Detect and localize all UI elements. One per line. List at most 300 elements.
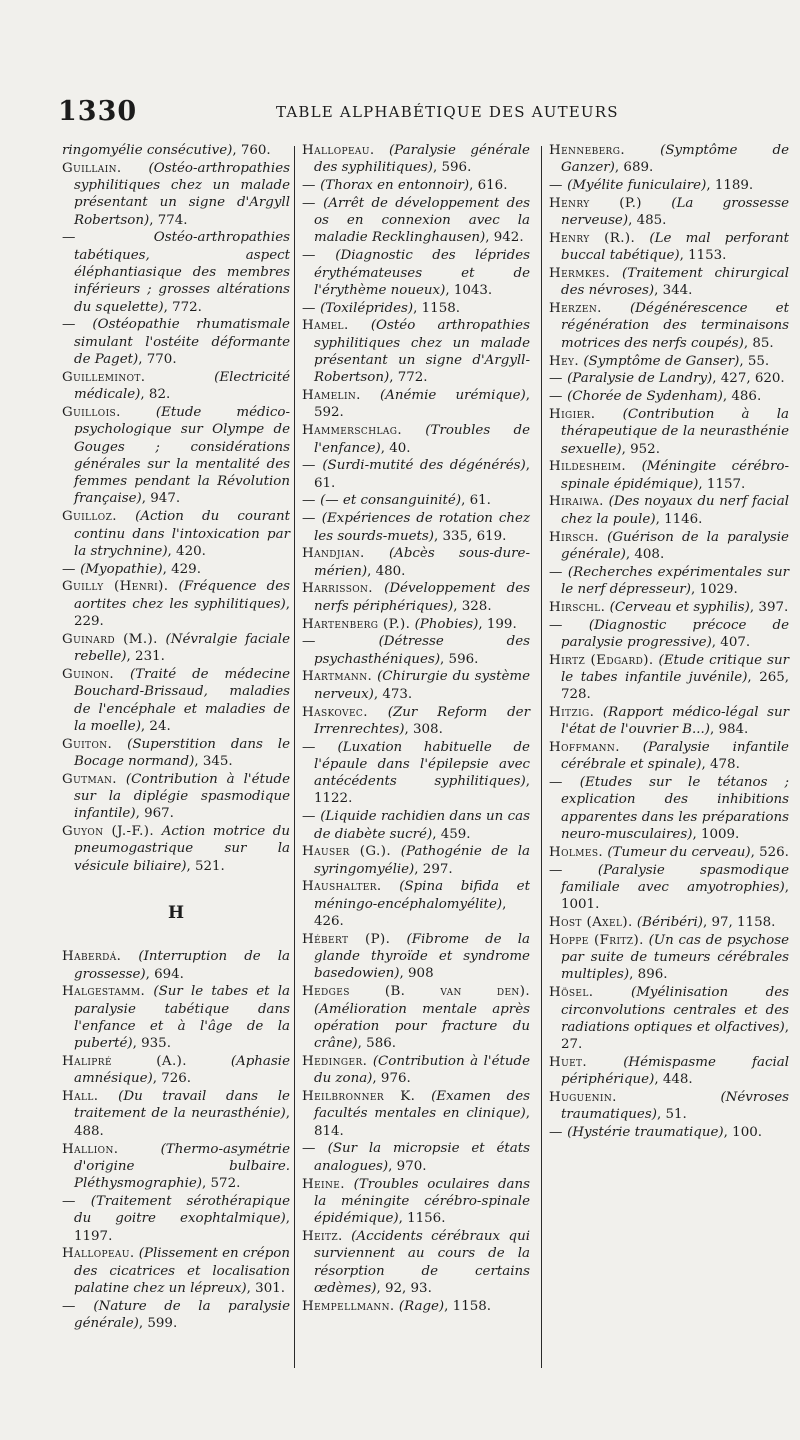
entry-ref: , 1001.: [561, 879, 789, 913]
index-entry: [549, 370, 789, 387]
entry-title: (Nature de la paralysie générale): [74, 1298, 290, 1331]
running-header: [58, 96, 758, 136]
entry-title: (Névroses traumatiques): [561, 1090, 789, 1123]
entry-author: Hiraiwa.: [549, 494, 604, 510]
entry-ref: , 596.: [440, 651, 479, 667]
entry-author: Hallion.: [62, 1141, 119, 1157]
column-2: [302, 142, 530, 1315]
entry-author: —: [302, 634, 316, 650]
entry-author: Haberdá.: [62, 949, 122, 965]
entry-author: —: [549, 775, 563, 791]
entry-title: (Phobies): [414, 616, 479, 632]
page-number: 1330: [58, 96, 138, 127]
entry-author: Gutman.: [62, 771, 117, 787]
entry-title: (Sur la micropsie et états analogues): [314, 1141, 531, 1174]
entry-title: (Développement des nerfs périphériques): [314, 581, 530, 614]
entry-ref: , 27.: [561, 1019, 789, 1053]
entry-author: Heine.: [302, 1176, 345, 1192]
entry-ref: , 100.: [723, 1125, 762, 1141]
entry-ref: , 335, 619.: [434, 528, 507, 544]
entry-ref: , 1146.: [655, 511, 703, 527]
entry-author: —: [302, 739, 316, 755]
entry-ref: , 689.: [614, 160, 654, 176]
entry-ref: , 947.: [141, 491, 181, 507]
entry-ref: , 935.: [132, 1036, 171, 1052]
index-entry: [62, 983, 290, 1052]
index-entry: [549, 265, 789, 300]
entry-title: (Contribution à la thérapeutique de la neurasthénie sexuelle): [561, 406, 789, 457]
entry-ref: , 480.: [367, 563, 406, 579]
entry-ref: , 572.: [202, 1176, 241, 1192]
entry-author: Hirschl.: [549, 599, 606, 615]
entry-title: (Traitement sérothérapique du goitre exophtalmique): [74, 1193, 290, 1227]
entry-author: Hildesheim.: [549, 459, 627, 475]
entry-title: (Thorax en entonnoir): [320, 178, 470, 194]
index-entry: [302, 510, 530, 545]
index-entry: [302, 580, 530, 615]
entry-title: (Guérison de la paralysie générale): [561, 529, 789, 562]
entry-title: (Accidents cérébraux qui surviennent au cours de la résorption de certains œdèmes): [314, 1228, 530, 1296]
entry-author: Host (Axel).: [549, 915, 633, 931]
entry-author: Hoffmann.: [549, 740, 620, 756]
entry-title: (Troubles de l'enfance): [314, 423, 530, 456]
entry-author: —: [302, 300, 316, 316]
entry-author: Hirsch.: [549, 529, 599, 545]
entry-ref: , 97, 1158.: [702, 915, 776, 931]
entry-ref: , 478.: [701, 757, 740, 773]
entry-title: (Fréquence des aortites chez les syphilitiques): [74, 579, 291, 612]
entry-author: —: [62, 230, 76, 246]
entry-ref: , 328.: [453, 598, 492, 614]
entry-ref: , 586.: [357, 1036, 396, 1052]
index-entry: [302, 457, 530, 492]
entry-ref: , 726.: [152, 1071, 192, 1087]
entry-title: (Fibrome de la glande thyroïde et syndrome basedowien): [314, 931, 530, 982]
entry-ref: , 592.: [314, 388, 530, 421]
index-entry: [549, 230, 789, 265]
entry-author: Guinard (M.).: [62, 631, 158, 647]
entry-author: —: [549, 617, 563, 633]
entry-author: —: [302, 178, 316, 194]
index-entry: [549, 1054, 789, 1089]
entry-title: (Traité de médecine Bouchard-Brissaud, maladies de l'encéphale et maladies de la moelle): [74, 666, 290, 734]
entry-author: Hösel.: [549, 985, 594, 1001]
index-entry: [549, 599, 789, 616]
entry-title: (Sur le tabes et la paralysie tabétique dans l'enfance et à l'âge de la puberté): [74, 984, 290, 1052]
index-entry: [549, 458, 789, 493]
entry-ref: , 199.: [478, 616, 517, 632]
entry-ref: , 770.: [138, 352, 177, 368]
entry-author: Halgestamm.: [62, 984, 146, 1000]
entry-ref: , 1158.: [444, 1298, 492, 1314]
entry-title: (Liquide rachidien dans un cas de diabète sucré): [314, 809, 531, 842]
entry-author: Hitzig.: [549, 705, 595, 720]
index-entry: [62, 736, 290, 771]
entry-author: Hoppe (Fritz).: [549, 932, 644, 948]
entry-ref: , 1197.: [74, 1211, 290, 1244]
index-entry: [302, 1140, 530, 1175]
entry-title: (Chorée de Sydenham): [567, 389, 723, 405]
index-entry: [62, 1298, 290, 1333]
entry-author: Holmes.: [549, 844, 604, 860]
index-entry: [302, 142, 530, 177]
entry-ref: , 420.: [167, 543, 206, 559]
entry-author: —: [302, 511, 316, 527]
entry-author: —: [549, 1125, 563, 1141]
entry-title: (Myélite funiculaire): [567, 178, 707, 194]
entry-ref: , 1009.: [692, 827, 740, 843]
entry-ref: , 85.: [743, 335, 774, 351]
index-entry: [62, 666, 290, 735]
index-entry: [549, 353, 789, 370]
entry-title: (Myopathie): [80, 561, 163, 577]
entry-ref: , 814.: [314, 1106, 530, 1139]
index-entry: [302, 808, 530, 843]
index-entry: [302, 422, 530, 457]
entry-title: (Symptôme de Ganzer): [561, 143, 789, 176]
entry-author: Hallopeau.: [62, 1246, 135, 1262]
entry-ref: , 1029.: [690, 581, 738, 597]
entry-title: (Troubles oculaires dans la méningite cérébro-spinale épidémique): [314, 1176, 531, 1227]
entry-ref: , 616.: [469, 178, 508, 194]
index-entry: [549, 914, 789, 931]
index-entry: [549, 617, 789, 652]
entry-title: (Paralysie spasmodique familiale avec amyotrophies): [561, 862, 789, 895]
entry-ref: , 1043.: [445, 282, 493, 298]
entry-author: —: [302, 195, 316, 211]
entry-title: (Paralysie infantile cérébrale et spinale): [561, 740, 789, 773]
entry-author: Hedinger.: [302, 1053, 368, 1069]
entry-author: —: [549, 564, 563, 580]
index-entry: [62, 823, 290, 875]
entry-ref: , 345.: [194, 753, 233, 769]
index-entry: [302, 843, 530, 878]
entry-title: (Etude médico-psychologique sur Olympe de Gouges ; considérations générales sur la mentalité des femmes pendant la Révolution française): [74, 404, 290, 507]
index-entry: [62, 160, 290, 229]
entry-author: Henneberg.: [549, 143, 625, 158]
index-entry: [549, 564, 789, 599]
index-entry: [302, 1176, 530, 1228]
entry-author: Guiton.: [62, 736, 113, 752]
entry-author: Guillois.: [62, 404, 121, 420]
section-letter: H: [167, 902, 185, 923]
entry-ref: , 896.: [629, 967, 668, 983]
index-entry: [302, 878, 530, 930]
running-title: TABLE ALPHABÉTIQUE DES AUTEURS: [276, 103, 619, 121]
entry-title: (Ostéo arthropathies syphilitiques chez un malade présentant un signe d'Argyll-Robertson): [314, 318, 530, 386]
index-entry: [549, 739, 789, 774]
entry-title: (Symptôme de Ganser): [583, 353, 740, 369]
entry-ref: , 486.: [722, 389, 762, 405]
index-entry: [302, 1088, 530, 1140]
entry-author: Haushalter.: [302, 879, 382, 895]
entry-title: (Cerveau et syphilis): [609, 599, 750, 615]
index-entry: [549, 142, 789, 177]
entry-title: (Diagnostic précoce de paralysie progressive): [561, 617, 789, 650]
entry-title: (Thermo-asymétrie d'origine bulbaire. Pléthysmographie): [74, 1141, 290, 1192]
index-entry: [62, 404, 290, 508]
entry-ref: , 970.: [388, 1158, 427, 1174]
index-entry: [62, 631, 290, 666]
entry-title: (Tumeur du cerveau): [607, 844, 751, 860]
entry-title: (Méningite cérébro-spinale épidémique): [561, 459, 789, 492]
entry-ref: , 265, 728.: [561, 669, 790, 703]
entry-author: Hauser (G.).: [302, 844, 391, 860]
entry-title: (Rage): [398, 1298, 445, 1314]
entry-author: —: [549, 862, 563, 878]
entry-title: (Zur Reform der Irrenrechtes): [314, 704, 530, 737]
entry-ref: , 429.: [162, 561, 201, 577]
entry-ref: , 344.: [654, 283, 693, 299]
index-entry: [62, 1141, 290, 1193]
entry-title: (Paralysie générale des syphilitiques): [314, 143, 530, 176]
entry-title: (Des noyaux du nerf facial chez la poule): [561, 494, 789, 527]
index-entry: [549, 704, 789, 739]
entry-title: (Du travail dans le traitement de la neurasthénie): [74, 1089, 290, 1122]
entry-author: Heitz.: [302, 1228, 343, 1244]
entry-title: (Névralgie faciale rebelle): [74, 631, 290, 665]
index-columns: [62, 142, 792, 1382]
index-entry: [549, 493, 789, 528]
entry-title: (Interruption de la grossesse): [74, 949, 290, 982]
index-entry: [62, 1245, 290, 1297]
entry-ref: , 952.: [621, 441, 660, 457]
index-entry: [62, 771, 290, 823]
entry-ref: , 942.: [485, 230, 524, 246]
index-entry: [302, 633, 530, 668]
entry-ref: , 774.: [149, 212, 188, 228]
entry-author: —: [62, 1193, 76, 1209]
entry-title: (Abcès sous-dure-mérien): [314, 546, 530, 579]
index-entry: [302, 668, 530, 703]
index-entry: [62, 1193, 290, 1245]
entry-title: (Traitement chirurgical des névroses): [561, 266, 789, 299]
entry-title: (Etude critique sur le tabes infantile juvénile): [561, 652, 789, 685]
entry-ref: , 1153.: [679, 248, 727, 264]
entry-author: Hammerschlag.: [302, 423, 402, 439]
entry-title: (Le mal perforant buccal tabétique): [561, 230, 790, 264]
index-entry: [302, 177, 530, 194]
entry-ref: , 407.: [711, 634, 751, 650]
index-entry: [302, 247, 530, 299]
entry-title: (Amélioration mentale après opération pour fracture du crâne): [314, 1001, 530, 1052]
index-entry: [549, 862, 789, 914]
entry-title: (Examen des facultés mentales en clinique): [314, 1089, 531, 1122]
entry-title: (Plissement en crépon des cicatrices et localisation palatine chez un lépreux): [74, 1246, 290, 1296]
entry-ref: , 967.: [135, 806, 174, 822]
entry-ref: , 427, 620.: [712, 371, 785, 387]
entry-ref: , 397.: [749, 599, 789, 615]
entry-ref: , 51.: [656, 1107, 687, 1123]
entry-author: Hartmann.: [302, 669, 373, 685]
index-entry: [302, 492, 530, 509]
entry-author: Hébert (P).: [302, 931, 391, 947]
index-entry: [549, 774, 789, 843]
entry-ref: , 24.: [140, 718, 171, 734]
entry-ref: , 297.: [414, 861, 453, 877]
entry-author: Hall.: [62, 1089, 99, 1105]
entry-author: Hallopeau.: [302, 143, 375, 158]
entry-ref: , 473.: [373, 686, 413, 702]
entry-ref: , 760.: [232, 143, 271, 158]
index-entry: [302, 739, 530, 808]
index-entry: [549, 388, 789, 405]
index-entry: [62, 1053, 290, 1088]
entry-ref: , 599.: [138, 1316, 178, 1331]
index-entry: [302, 616, 530, 633]
entry-ref: , 772.: [163, 299, 202, 315]
column-3: [549, 142, 789, 1142]
index-entry: [302, 1298, 530, 1315]
entry-author: —: [302, 248, 316, 264]
entry-author: Handjian.: [302, 546, 365, 562]
entry-ref: , 229.: [74, 596, 290, 630]
entry-ref: , 231.: [126, 649, 165, 665]
entry-title: (Spina bifida et méningo-encéphalomyélite): [314, 879, 530, 912]
entry-title: (Ostéopathie rhumatismale simulant l'ostéite déformante de Paget): [74, 317, 290, 368]
column-1: [62, 142, 290, 1333]
entry-title: (Diagnostic des léprides érythémateuses et de l'érythème noueux): [314, 248, 530, 298]
entry-author: —: [62, 1298, 76, 1314]
entry-title: (Surdi-mutité des dégénérés): [322, 458, 526, 474]
index-entry: [302, 1053, 530, 1088]
index-entry: [302, 387, 530, 422]
index-entry: [549, 529, 789, 564]
entry-title: (Myélinisation des circonvolutions centrales et des radiations optiques et olfactives): [561, 985, 789, 1035]
entry-title: (Dégénérescence et régénération des terminaisons motrices des nerfs coupés): [561, 301, 789, 351]
index-entry: [302, 300, 530, 317]
index-entry: [549, 300, 789, 352]
entry-title: (Pathogénie de la syringomyélie): [314, 844, 530, 877]
entry-title: (Contribution à l'étude sur la diplégie spasmodique infantile): [74, 771, 291, 822]
index-entry: [549, 652, 789, 704]
entry-title: (Toxiléprides): [320, 300, 414, 316]
entry-author: Hempellmann.: [302, 1298, 395, 1314]
entry-ref: , 488.: [74, 1106, 290, 1139]
entry-ref: , 772.: [389, 370, 428, 386]
entry-author: —: [62, 561, 76, 577]
index-entry: [62, 142, 290, 159]
entry-ref: , 448.: [654, 1072, 693, 1088]
index-entry: [62, 948, 290, 983]
entry-ref: , 301.: [246, 1280, 285, 1296]
entry-title: (Aphasie amnésique): [74, 1054, 290, 1087]
entry-author: Guilleminot.: [62, 369, 146, 385]
index-entry: [549, 195, 789, 230]
entry-author: Hedges (B. van den).: [302, 984, 530, 1000]
index-entry: [62, 1088, 290, 1140]
entry-ref: , 526.: [750, 844, 789, 860]
entry-author: —: [549, 389, 563, 405]
entry-author: Herzen.: [549, 301, 602, 317]
entry-author: Hartenberg (P.).: [302, 616, 411, 632]
index-entry: [549, 844, 789, 861]
index-entry: [62, 578, 290, 630]
entry-author: Huet.: [549, 1054, 588, 1070]
entry-title: (Contribution à l'étude du zona): [314, 1053, 531, 1087]
entry-author: Guinon.: [62, 666, 115, 682]
entry-title: (Anémie urémique): [379, 388, 526, 404]
entry-ref: , 908: [399, 966, 434, 982]
entry-author: Heilbronner K.: [302, 1089, 416, 1105]
entry-title: (Chirurgie du système nerveux): [314, 669, 530, 702]
index-entry: [302, 931, 530, 983]
entry-title: (Un cas de psychose par suite de tumeurs cérébrales multiples): [561, 932, 790, 983]
entry-title: (Détresse des psychasthéniques): [314, 634, 530, 667]
entry-ref: , 92, 93.: [376, 1280, 432, 1296]
entry-author: —: [549, 371, 563, 387]
entry-author: Henry (R.).: [549, 230, 636, 246]
entry-ref: , 1189.: [706, 178, 754, 194]
index-entry: [549, 406, 789, 458]
index-entry: [302, 704, 530, 739]
column-rule-2: [541, 146, 542, 1368]
entry-title: Ostéo-arthropathies tabétiques, aspect éléphantiasique des membres inférieurs ; grosses altérations du squelette): [74, 230, 290, 315]
index-entry: [62, 369, 290, 404]
entry-ref: , 40.: [380, 440, 411, 456]
entry-author: Hirtz (Edgard).: [549, 652, 654, 668]
entry-ref: , 61.: [314, 458, 531, 491]
entry-ref: , 1122.: [314, 774, 530, 807]
entry-title: (Hystérie traumatique): [567, 1125, 724, 1141]
entry-ref: , 485.: [628, 213, 667, 229]
index-entry: [62, 229, 290, 315]
entry-ref: , 308.: [404, 721, 443, 737]
entry-author: Hermkes.: [549, 266, 611, 282]
index-entry: [302, 195, 530, 247]
entry-author: Hey.: [549, 353, 580, 369]
entry-ref: , 521.: [186, 858, 225, 874]
index-entry: [62, 316, 290, 368]
entry-title: (Ostéo-arthropathies syphilitiques chez un malade présentant un signe d'Argyll Robertson): [74, 160, 290, 228]
entry-author: —: [62, 317, 76, 333]
entry-author: Henry (P.): [549, 195, 642, 211]
entry-ref: , 55.: [739, 353, 770, 369]
entry-author: Higier.: [549, 406, 596, 422]
entry-ref: , 408.: [625, 546, 665, 562]
entry-title: (Action du courant continu dans l'intoxication par la strychnine): [74, 509, 290, 559]
index-entry: [302, 1228, 530, 1297]
entry-title: (Luxation habituelle de l'épaule dans l'épilepsie avec antécédents syphilitiques): [314, 739, 530, 790]
entry-author: —: [302, 493, 316, 509]
entry-ref: , 426.: [314, 896, 507, 930]
entry-title: (Etudes sur le tétanos ; explication des inhibitions apparentes dans les préparations neuro-musculaires): [561, 775, 789, 843]
entry-ref: , 694.: [145, 966, 184, 982]
entry-ref: , 1156.: [398, 1211, 446, 1227]
entry-title: (Béribéri): [636, 915, 703, 931]
entry-ref: , 1157.: [698, 476, 746, 492]
entry-author: —: [302, 809, 316, 825]
entry-title: (Rapport médico-légal sur l'état de l'ouvrier B...): [561, 705, 789, 738]
entry-title: (La grossesse nerveuse): [561, 195, 790, 229]
entry-author: Hamel.: [302, 318, 349, 334]
entry-ref: , 984.: [709, 722, 749, 738]
entry-title: (Recherches expérimentales sur le nerf dépresseur): [561, 564, 789, 597]
entry-title: (Arrêt de développement des os en connexion avec la maladie Recklinghausen): [314, 195, 530, 246]
index-entry: [549, 932, 789, 984]
index-entry: [302, 317, 530, 386]
entry-author: Halipré (A.).: [62, 1054, 187, 1070]
column-rule-1: [294, 146, 295, 1368]
entry-author: —: [302, 1141, 316, 1157]
entry-author: Hamelin.: [302, 388, 361, 404]
index-entry: [549, 1124, 789, 1141]
entry-author: —: [549, 178, 563, 194]
entry-ref: , 61.: [461, 493, 491, 509]
entry-title: (Hémispasme facial périphérique): [561, 1054, 789, 1088]
entry-author: Guilloz.: [62, 509, 117, 525]
entry-author: Haskovec.: [302, 704, 368, 720]
